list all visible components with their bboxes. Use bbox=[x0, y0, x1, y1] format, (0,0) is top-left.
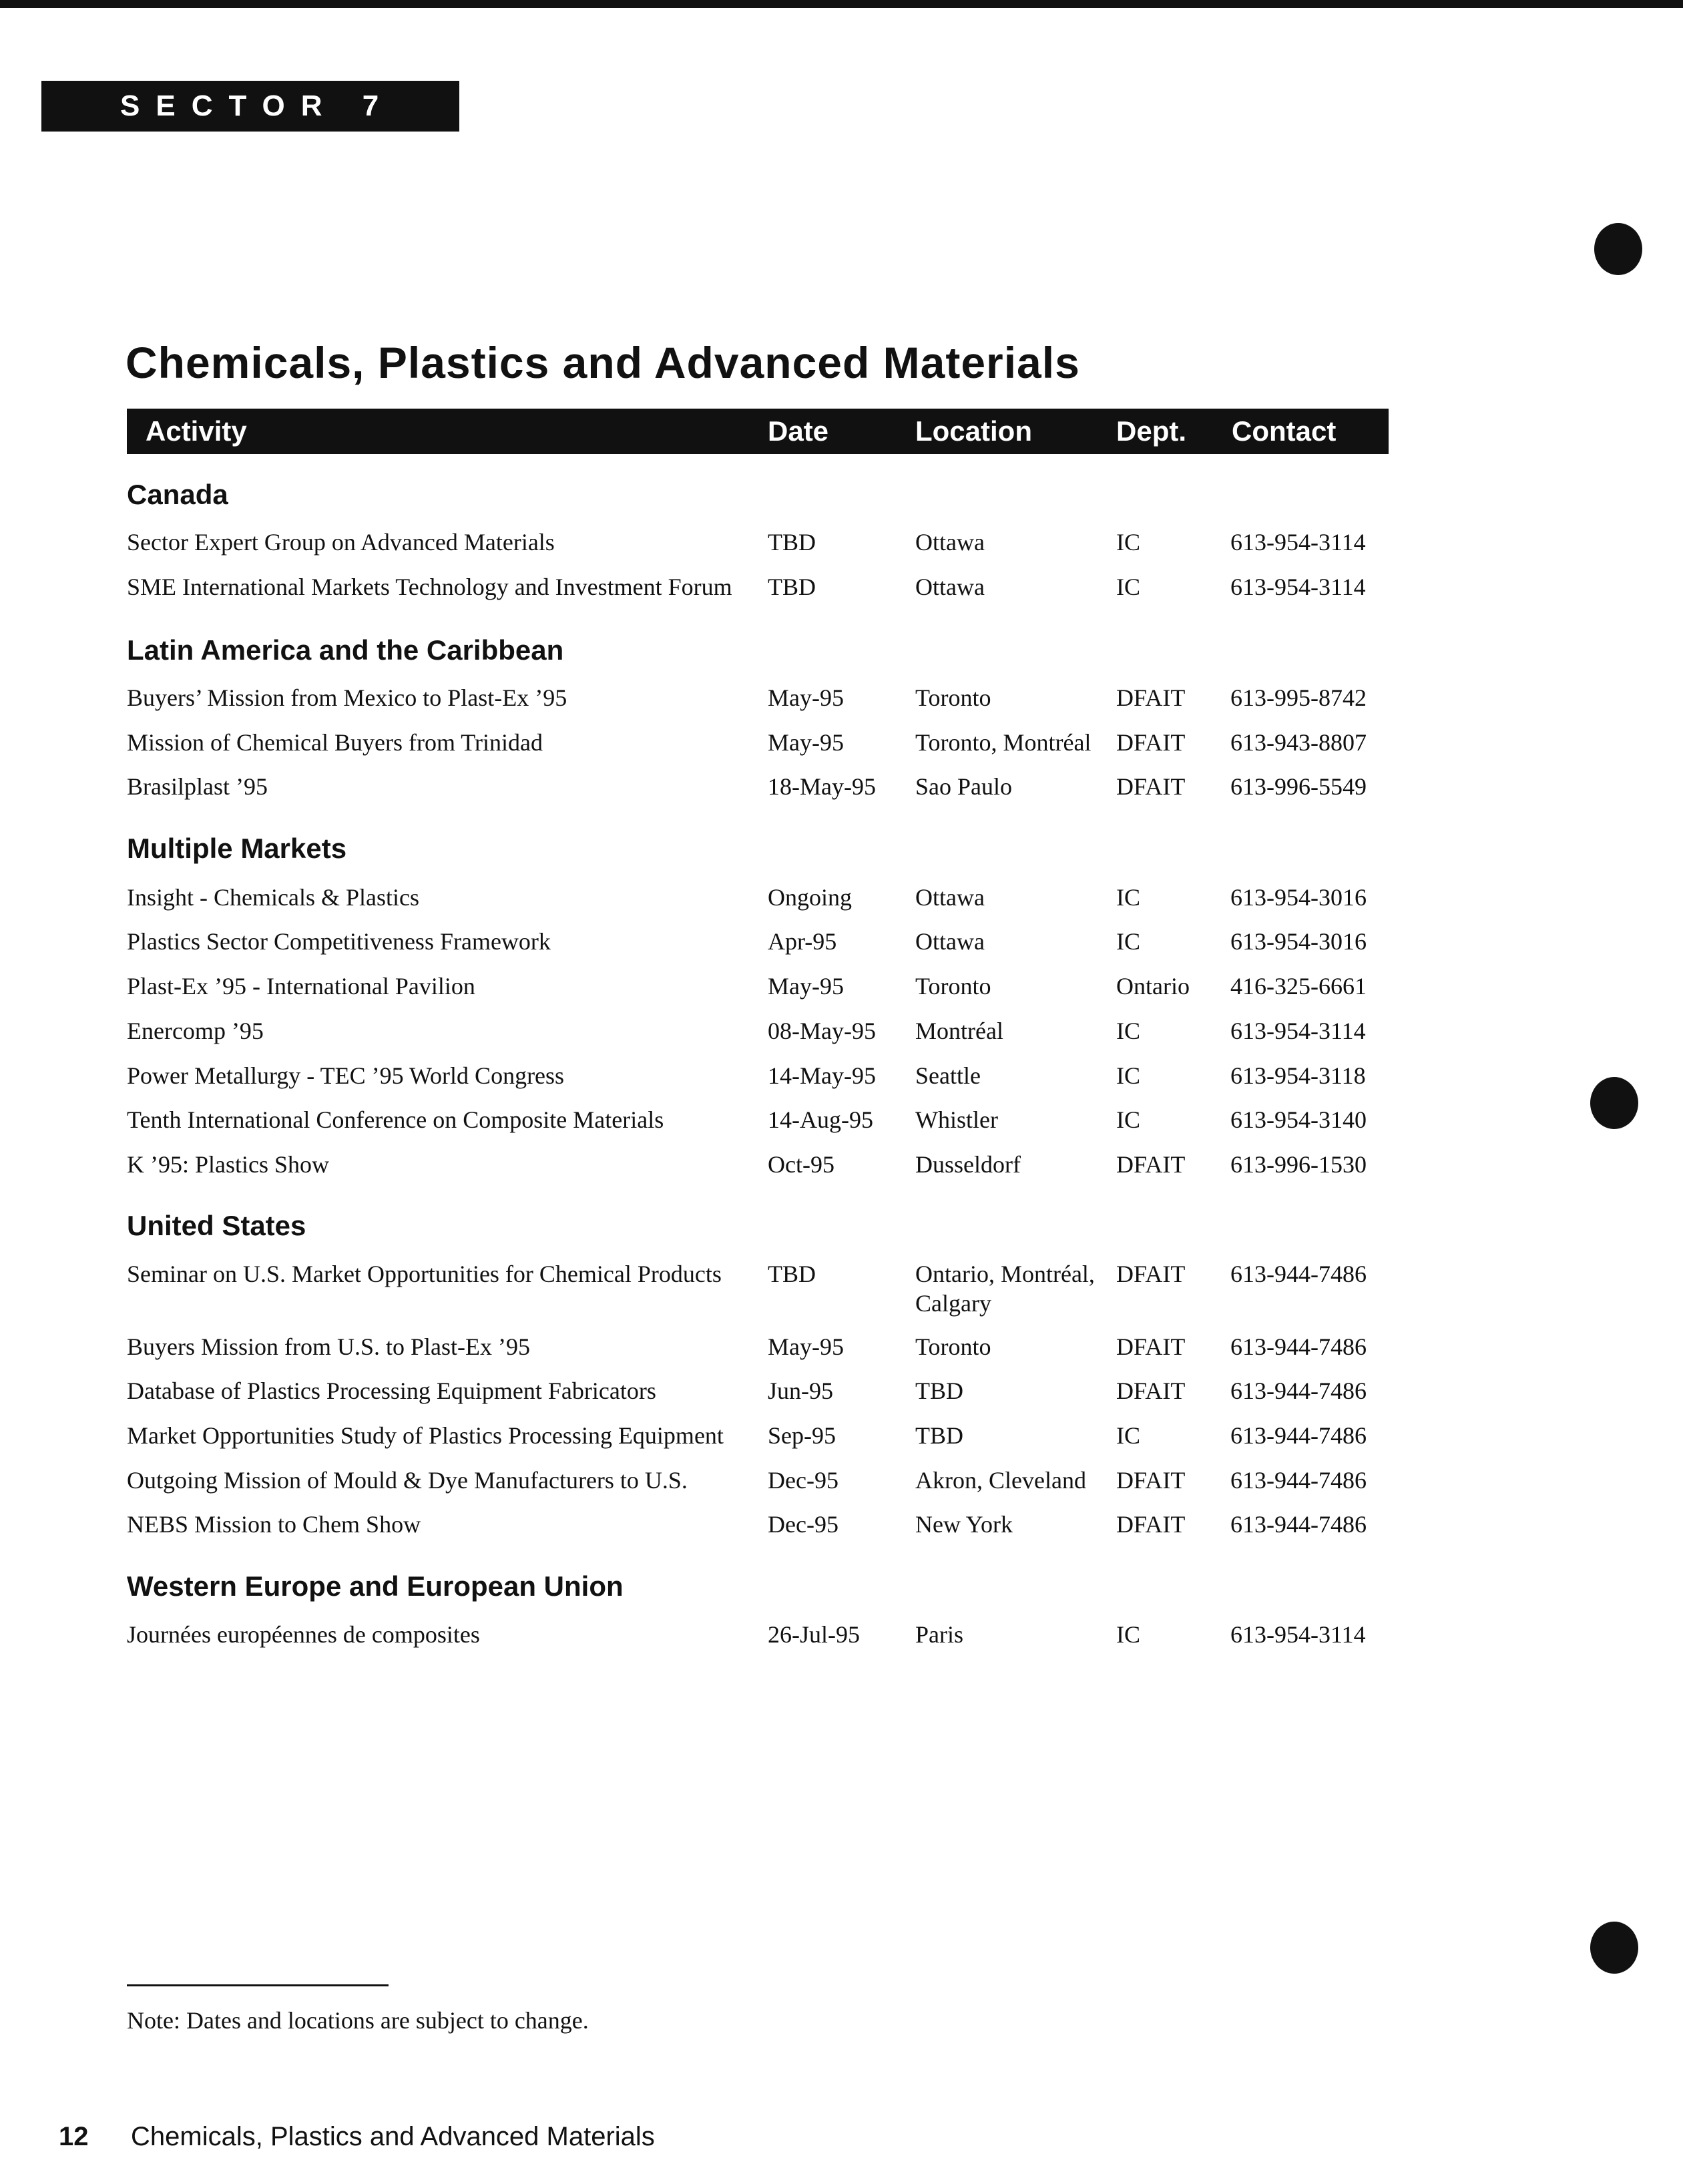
cell-date: Oct-95 bbox=[768, 1151, 834, 1178]
cell-dept: IC bbox=[1116, 1106, 1140, 1133]
top-rule bbox=[0, 0, 1683, 8]
cell-dept: DFAIT bbox=[1116, 684, 1186, 711]
cell-dept: DFAIT bbox=[1116, 1511, 1186, 1538]
cell-date: Sep-95 bbox=[768, 1422, 836, 1449]
cell-contact: 613-944-7486 bbox=[1230, 1261, 1367, 1287]
cell-location: Ottawa bbox=[915, 884, 985, 911]
section-heading: Multiple Markets bbox=[127, 833, 347, 864]
cell-dept: DFAIT bbox=[1116, 729, 1186, 756]
cell-contact: 613-944-7486 bbox=[1230, 1511, 1367, 1538]
cell-location: Toronto, Montréal bbox=[915, 729, 1092, 756]
column-header-dept: Dept. bbox=[1116, 415, 1186, 447]
cell-location: Ottawa bbox=[915, 928, 985, 955]
cell-dept: IC bbox=[1116, 928, 1140, 955]
column-header-date: Date bbox=[768, 415, 829, 447]
cell-dept: DFAIT bbox=[1116, 1261, 1186, 1287]
cell-contact: 613-944-7486 bbox=[1230, 1377, 1367, 1404]
cell-dept: IC bbox=[1116, 574, 1140, 600]
page-number: 12 bbox=[59, 2122, 89, 2151]
cell-dept: Ontario bbox=[1116, 973, 1190, 1000]
binder-hole-icon bbox=[1590, 1077, 1638, 1129]
sector-label: SECTOR 7 bbox=[41, 81, 459, 132]
cell-contact: 613-954-3118 bbox=[1230, 1062, 1366, 1089]
cell-dept: IC bbox=[1116, 1422, 1140, 1449]
cell-contact: 613-954-3016 bbox=[1230, 928, 1367, 955]
cell-location: New York bbox=[915, 1511, 1013, 1538]
cell-contact: 613-954-3016 bbox=[1230, 884, 1367, 911]
cell-location: Sao Paulo bbox=[915, 773, 1013, 800]
cell-contact: 613-943-8807 bbox=[1230, 729, 1367, 756]
cell-activity: Journées européennes de composites bbox=[127, 1621, 480, 1648]
section-heading: Western Europe and European Union bbox=[127, 1570, 624, 1602]
cell-contact: 416-325-6661 bbox=[1230, 973, 1367, 1000]
cell-date: 14-Aug-95 bbox=[768, 1106, 873, 1133]
cell-date: TBD bbox=[768, 574, 816, 600]
cell-location: Toronto bbox=[915, 973, 991, 1000]
cell-date: 26-Jul-95 bbox=[768, 1621, 860, 1648]
cell-location-line2: Calgary bbox=[915, 1290, 991, 1317]
cell-activity: Power Metallurgy - TEC ’95 World Congress bbox=[127, 1062, 565, 1089]
cell-contact: 613-954-3114 bbox=[1230, 574, 1366, 600]
cell-date: TBD bbox=[768, 529, 816, 556]
cell-contact: 613-954-3140 bbox=[1230, 1106, 1367, 1133]
cell-contact: 613-954-3114 bbox=[1230, 529, 1366, 556]
cell-dept: DFAIT bbox=[1116, 1151, 1186, 1178]
cell-date: Dec-95 bbox=[768, 1467, 838, 1494]
cell-date: Jun-95 bbox=[768, 1377, 833, 1404]
cell-contact: 613-996-5549 bbox=[1230, 773, 1367, 800]
cell-activity: Enercomp ’95 bbox=[127, 1018, 264, 1044]
footnote-rule bbox=[127, 1984, 389, 1986]
cell-contact: 613-944-7486 bbox=[1230, 1467, 1367, 1494]
section-heading: United States bbox=[127, 1210, 306, 1241]
cell-activity: Sector Expert Group on Advanced Materials bbox=[127, 529, 555, 556]
cell-activity: Market Opportunities Study of Plastics Processing Equipment bbox=[127, 1422, 724, 1449]
cell-dept: IC bbox=[1116, 1621, 1140, 1648]
running-title: Chemicals, Plastics and Advanced Materials bbox=[131, 2122, 655, 2151]
footnote: Note: Dates and locations are subject to change. bbox=[127, 2007, 589, 2034]
cell-activity: Database of Plastics Processing Equipment Fabricators bbox=[127, 1377, 656, 1404]
cell-activity: Mission of Chemical Buyers from Trinidad bbox=[127, 729, 543, 756]
binder-hole-icon bbox=[1590, 1922, 1638, 1974]
cell-dept: IC bbox=[1116, 1018, 1140, 1044]
cell-location: Toronto bbox=[915, 1333, 991, 1360]
cell-contact: 613-996-1530 bbox=[1230, 1151, 1367, 1178]
cell-activity: SME International Markets Technology and Investment Forum bbox=[127, 574, 732, 600]
cell-location: Toronto bbox=[915, 684, 991, 711]
cell-location: Dusseldorf bbox=[915, 1151, 1021, 1178]
cell-contact: 613-995-8742 bbox=[1230, 684, 1367, 711]
cell-dept: IC bbox=[1116, 529, 1140, 556]
cell-date: TBD bbox=[768, 1261, 816, 1287]
cell-activity: K ’95: Plastics Show bbox=[127, 1151, 330, 1178]
cell-date: Apr-95 bbox=[768, 928, 837, 955]
cell-dept: DFAIT bbox=[1116, 1377, 1186, 1404]
cell-location: Akron, Cleveland bbox=[915, 1467, 1086, 1494]
cell-date: 08-May-95 bbox=[768, 1018, 876, 1044]
cell-activity: Plastics Sector Competitiveness Framework bbox=[127, 928, 551, 955]
cell-location: Whistler bbox=[915, 1106, 998, 1133]
cell-date: 18-May-95 bbox=[768, 773, 876, 800]
section-heading: Latin America and the Caribbean bbox=[127, 634, 564, 666]
cell-date: May-95 bbox=[768, 729, 844, 756]
cell-location: Seattle bbox=[915, 1062, 981, 1089]
cell-location: Ottawa bbox=[915, 574, 985, 600]
cell-location: Ottawa bbox=[915, 529, 985, 556]
column-header-location: Location bbox=[915, 415, 1032, 447]
cell-dept: DFAIT bbox=[1116, 1467, 1186, 1494]
binder-hole-icon bbox=[1594, 223, 1642, 275]
cell-activity: NEBS Mission to Chem Show bbox=[127, 1511, 421, 1538]
cell-date: Ongoing bbox=[768, 884, 852, 911]
cell-dept: IC bbox=[1116, 884, 1140, 911]
cell-date: May-95 bbox=[768, 1333, 844, 1360]
cell-date: Dec-95 bbox=[768, 1511, 838, 1538]
table-header bbox=[127, 409, 1389, 454]
cell-activity: Brasilplast ’95 bbox=[127, 773, 268, 800]
cell-location: TBD bbox=[915, 1422, 963, 1449]
cell-dept: DFAIT bbox=[1116, 773, 1186, 800]
cell-location: Montréal bbox=[915, 1018, 1003, 1044]
cell-contact: 613-944-7486 bbox=[1230, 1422, 1367, 1449]
cell-activity: Insight - Chemicals & Plastics bbox=[127, 884, 419, 911]
cell-dept: IC bbox=[1116, 1062, 1140, 1089]
cell-activity: Buyers’ Mission from Mexico to Plast-Ex ’95 bbox=[127, 684, 567, 711]
cell-date: 14-May-95 bbox=[768, 1062, 876, 1089]
cell-activity: Tenth International Conference on Composite Materials bbox=[127, 1106, 664, 1133]
cell-contact: 613-954-3114 bbox=[1230, 1621, 1366, 1648]
cell-location: Ontario, Montréal, bbox=[915, 1261, 1095, 1287]
page-title: Chemicals, Plastics and Advanced Materials bbox=[126, 338, 1080, 387]
cell-date: May-95 bbox=[768, 973, 844, 1000]
section-heading: Canada bbox=[127, 479, 228, 510]
cell-activity: Outgoing Mission of Mould & Dye Manufacturers to U.S. bbox=[127, 1467, 688, 1494]
cell-contact: 613-954-3114 bbox=[1230, 1018, 1366, 1044]
cell-location: TBD bbox=[915, 1377, 963, 1404]
column-header-contact: Contact bbox=[1232, 415, 1337, 447]
cell-activity: Plast-Ex ’95 - International Pavilion bbox=[127, 973, 475, 1000]
cell-activity: Buyers Mission from U.S. to Plast-Ex ’95 bbox=[127, 1333, 531, 1360]
cell-location: Paris bbox=[915, 1621, 963, 1648]
cell-activity: Seminar on U.S. Market Opportunities for Chemical Products bbox=[127, 1261, 722, 1287]
cell-contact: 613-944-7486 bbox=[1230, 1333, 1367, 1360]
column-header-activity: Activity bbox=[146, 415, 247, 447]
cell-dept: DFAIT bbox=[1116, 1333, 1186, 1360]
cell-date: May-95 bbox=[768, 684, 844, 711]
